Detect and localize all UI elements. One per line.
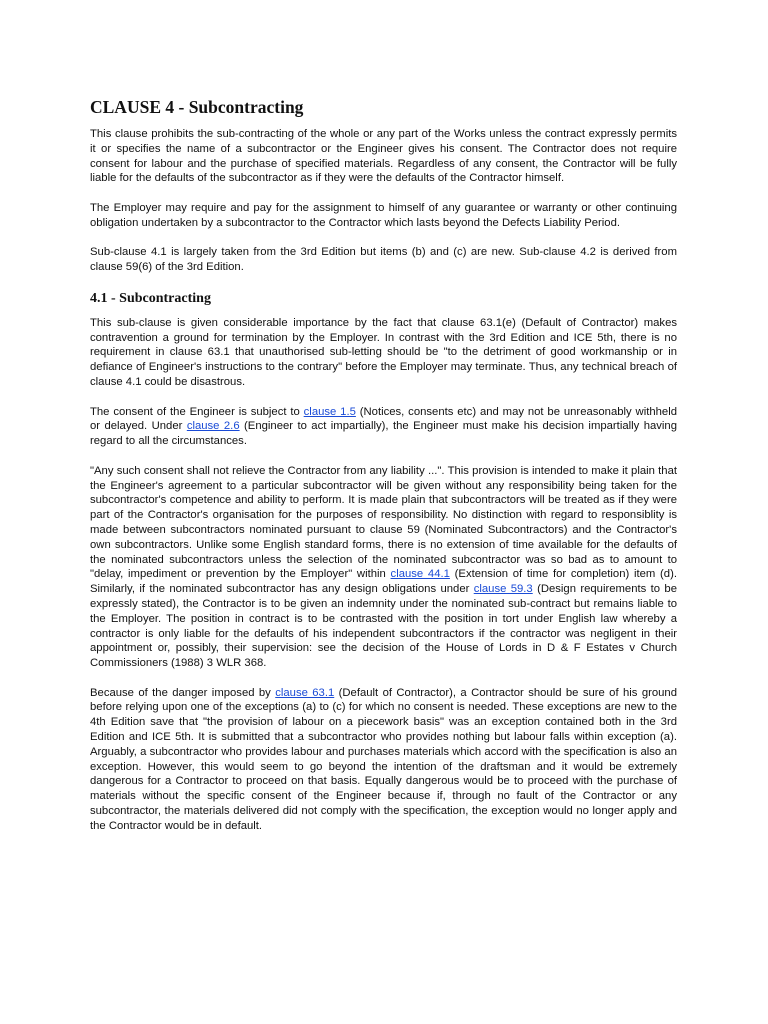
intro-paragraph-3: Sub-clause 4.1 is largely taken from the 3rd Edition but items (b) and (c) are new. Sub-clause 4.2 is derived from clause 59(6) of the 3rd Edition. <box>90 246 677 274</box>
subsection-heading-wrap <box>90 290 677 308</box>
text-run: (Extension of time for completion) item (d). Similarly, if the nominated subcontractor has any design obligations under <box>90 568 677 596</box>
body-paragraph-1: This sub-clause is given considerable importance by the fact that clause 63.1(e) (Default of Contractor) makes contravention a ground for termination by the Employer. In contrast with the 3rd Edition and ICE 5th, there is no requirement in clause 63.1 that unauthorised sub-letting should be "to the detriment of good workmanship or in defiance of Engineer's instructions to the contrary" before the Employer may terminate. Thus, any technical breach of clause 4.1 could be disastrous. <box>90 316 677 388</box>
body-paragraph-3 <box>90 464 677 671</box>
text-run: (Default of Contractor), a Contractor should be sure of his ground before relying upon one of the exceptions (a) to (c) for which no consent is needed. These exceptions are new to the 4th Edition save that "the provision of labour on a piecework basis" was an exception contained both in the 3rd Edition and ICE 5th. It is submitted that a subcontractor who provides nothing but labour falls within exception (a). Arguably, a subcontractor who provides labour and purchases materials which accord with the specification is also an exception. However, this would seem to go beyond the intention of the draftsman and it would be extremely dangerous for a Contractor to proceed on that basis. Equally dangerous would be to proceed with the purchase of materials without the specific consent of the Engineer because if, through no fault of the Contractor or any subcontractor, the materials delivered did not comply with the specification, the exception would no longer apply and the Contractor would be in default. <box>90 686 677 832</box>
text-run: The consent of the Engineer is subject to <box>90 405 304 418</box>
text-run: (Notices, consents etc) and may not be unreasonably withheld or delayed. Under <box>90 405 678 433</box>
clause-heading: CLAUSE 4 - Subcontracting <box>90 97 304 117</box>
clause-2-6-link[interactable]: clause 2.6 <box>186 420 240 433</box>
clause-44-1-link[interactable]: clause 44.1 <box>390 568 450 581</box>
clause-63-1-link[interactable]: clause 63.1 <box>275 686 335 699</box>
body-paragraph-2 <box>90 405 677 449</box>
subsection-heading: 4.1 - Subcontracting <box>90 290 211 306</box>
text-run: "Any such consent shall not relieve the Contractor from any liability ...". This provision is intended to make it plain that the Engineer's agreement to a particular subcontractor will be given without any responsibility being taken for the subcontractor's competence and ability to perform. It is made plain that subcontractors will be treated as if they were part of the Contractor's organisation for the purposes of responsibility. No distinction with regard to responsiblity is made between subcontractors nominated pursuant to clause 59 (Nominated Subcontractors) and the Contractor's own subcontractors. Unlike some English standard forms, there is no extension of time available for the defaults of the nominated subcontractors unless the selection of the nominated subcontractor was so bad as to amount to "delay, impediment or prevention by the Employer" within <box>90 464 677 581</box>
intro-paragraph-2: The Employer may require and pay for the assignment to himself of any guarantee or warranty or other continuing obligation undertaken by a subcontractor to the Contractor which lasts beyond the Defects Liability Period. <box>90 201 677 229</box>
text-run: (Design requirements to be expressly stated), the Contractor is to be given an indemnity under the nominated sub-contract but remains liable to the Employer. The position in contract is to be contrasted with the position in tort under English law whereby a contractor is only liable for the defaults of his independent subcontractors if the contractor was negligent in their appointment or, possibly, their supervision: see the decision of the House of Lords in D & F Estates v Church Commissioners (1988) 3 WLR 368. <box>90 583 677 670</box>
clause-59-3-link[interactable]: clause 59.3 <box>473 583 533 596</box>
text-run: (Engineer to act impartially), the Engineer must make his decision impartially having regard to all the circumstances. <box>90 420 677 448</box>
document-page <box>90 96 677 848</box>
body-paragraph-4 <box>90 686 677 834</box>
intro-paragraph-1: This clause prohibits the sub-contracting of the whole or any part of the Works unless the contract expressly permits it or specifies the name of a subcontractor or the Engineer gives his consent. The Contractor does not require consent for labour and the purchase of specified materials. Regardless of any consent, the Contractor will be fully liable for the defaults of the subcontractor as if they were the defaults of the Contractor himself. <box>90 128 677 185</box>
clause-1-5-link[interactable]: clause 1.5 <box>303 405 356 418</box>
text-run: Because of the danger imposed by <box>90 686 276 699</box>
